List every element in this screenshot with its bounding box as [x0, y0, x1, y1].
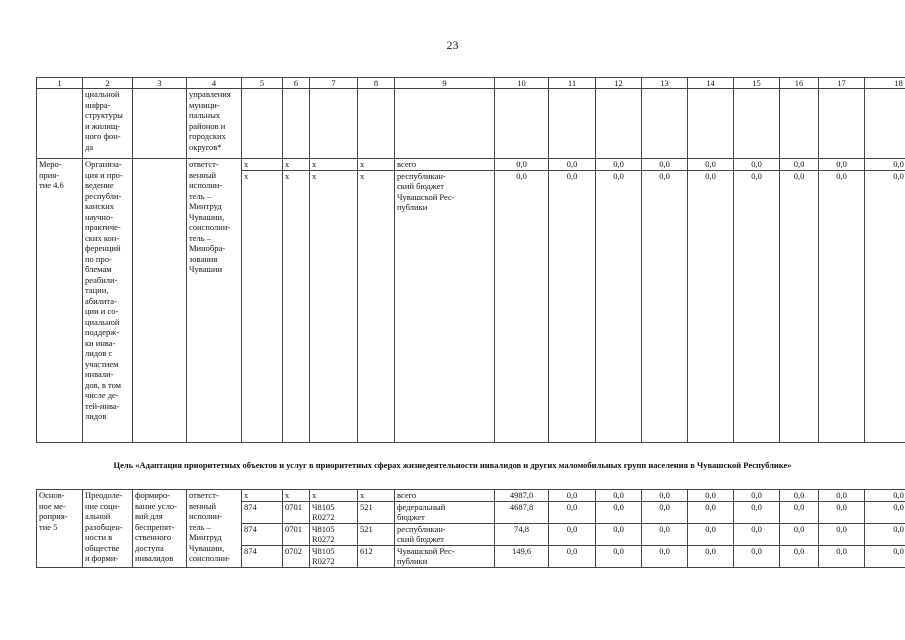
column-header: 14: [688, 78, 734, 89]
funding-source-cell: республикан- ский бюджет: [395, 523, 495, 545]
table-cell: [642, 89, 688, 159]
measure-row: [37, 490, 905, 502]
code-cell: Ч8105 R0272: [310, 501, 358, 523]
value-cell: 0,0: [495, 159, 549, 171]
value-cell: 0,0: [865, 490, 905, 502]
value-cell: 0,0: [642, 545, 688, 567]
activity-name-cell: циальной инфра- структуры и жилищ- ного фон- да: [83, 89, 133, 159]
column-header: 12: [596, 78, 642, 89]
value-cell: 0,0: [688, 501, 734, 523]
value-cell: 0,0: [780, 523, 819, 545]
code-cell: x: [283, 490, 310, 502]
value-cell: 0,0: [549, 170, 596, 442]
table-cell: [133, 159, 187, 443]
column-header: 13: [642, 78, 688, 89]
value-cell: 0,0: [642, 523, 688, 545]
code-cell: x: [310, 490, 358, 502]
measure-number-cell: Основ- ное ме- роприя- тие 5: [37, 490, 83, 568]
value-cell: 0,0: [865, 545, 905, 567]
table-cell: [242, 89, 283, 159]
table-cell: [865, 89, 905, 159]
column-header: 16: [780, 78, 819, 89]
value-cell: 0,0: [596, 170, 642, 442]
value-cell: 0,0: [819, 501, 865, 523]
table-cell: [819, 89, 865, 159]
value-cell: 74,8: [495, 523, 549, 545]
value-cell: 0,0: [549, 523, 596, 545]
code-cell: x: [310, 170, 358, 442]
value-cell: 149,6: [495, 545, 549, 567]
code-cell: Ч8105 R0272: [310, 545, 358, 567]
value-cell: 0,0: [688, 159, 734, 171]
column-header: 4: [187, 78, 242, 89]
column-header: 5: [242, 78, 283, 89]
value-cell: 0,0: [734, 545, 780, 567]
value-cell: 0,0: [819, 170, 865, 442]
table-cell: [734, 89, 780, 159]
value-cell: 0,0: [780, 159, 819, 171]
value-cell: 0,0: [688, 490, 734, 502]
code-cell: 521: [358, 501, 395, 523]
value-cell: 0,0: [688, 170, 734, 442]
value-cell: 0,0: [549, 159, 596, 171]
executor-cell: управления муници- пальных районов и городских округов*: [187, 89, 242, 159]
value-cell: 0,0: [865, 159, 905, 171]
value-cell: 0,0: [780, 501, 819, 523]
table-cell: [549, 89, 596, 159]
funding-source-cell: республикан- ский бюджет Чувашской Рес- публики: [395, 170, 495, 442]
code-cell: x: [242, 490, 283, 502]
column-header: 15: [734, 78, 780, 89]
value-cell: 0,0: [688, 523, 734, 545]
code-cell: 874: [242, 501, 283, 523]
value-cell: 0,0: [865, 501, 905, 523]
column-header: 7: [310, 78, 358, 89]
value-cell: 0,0: [549, 545, 596, 567]
value-cell: 0,0: [549, 501, 596, 523]
value-cell: 0,0: [596, 501, 642, 523]
table-cell: [358, 89, 395, 159]
measure-row: [37, 159, 905, 171]
code-cell: 0701: [283, 501, 310, 523]
value-cell: 0,0: [642, 170, 688, 442]
column-header: 9: [395, 78, 495, 89]
value-cell: 0,0: [780, 170, 819, 442]
value-cell: 0,0: [734, 490, 780, 502]
executor-cell: ответст- венный исполни- тель – Минтруд Чувашии, соисполни- тель – Минобра- зования Чувашии: [187, 159, 242, 443]
column-header: 3: [133, 78, 187, 89]
executor-cell: ответст- венный исполни- тель – Минтруд Чувашии, соисполни-: [187, 490, 242, 568]
funding-source-cell: всего: [395, 159, 495, 171]
activity-name-cell: Организа- ция и про- ведение республи- канских научно- практиче- ских кон- ференций по про- блемам реабили- тации, абилита- ции и со- циальной поддерж- ки инва- лидов с участием инвали- дов, в том числе де- тей-инва- лидов: [83, 159, 133, 443]
code-cell: x: [283, 170, 310, 442]
value-cell: 0,0: [734, 501, 780, 523]
funding-source-cell: федеральный бюджет: [395, 501, 495, 523]
value-cell: 0,0: [780, 490, 819, 502]
value-cell: 0,0: [865, 170, 905, 442]
column-header: 8: [358, 78, 395, 89]
code-cell: x: [242, 159, 283, 171]
value-cell: 0,0: [819, 159, 865, 171]
column-header: 2: [83, 78, 133, 89]
code-cell: x: [310, 159, 358, 171]
code-cell: 874: [242, 545, 283, 567]
value-cell: 0,0: [865, 523, 905, 545]
code-cell: 612: [358, 545, 395, 567]
goal-heading: Цель «Адаптация приоритетных объектов и услуг в приоритетных сферах жизнедеятельности инвалидов и других маломобильных групп населения в Чувашской Республике»: [113, 460, 792, 470]
value-cell: 0,0: [596, 490, 642, 502]
value-cell: 4687,8: [495, 501, 549, 523]
table-cell: [688, 89, 734, 159]
value-cell: 0,0: [734, 159, 780, 171]
table-cell: [395, 89, 495, 159]
table-cell: [780, 89, 819, 159]
continuation-row: [37, 89, 905, 159]
code-cell: 521: [358, 523, 395, 545]
code-cell: x: [358, 490, 395, 502]
value-cell: 0,0: [596, 545, 642, 567]
header-row: [37, 78, 905, 89]
value-cell: 0,0: [642, 490, 688, 502]
table-cell: [283, 89, 310, 159]
code-cell: x: [242, 170, 283, 442]
code-cell: x: [358, 170, 395, 442]
value-cell: 0,0: [642, 159, 688, 171]
table-cell: [596, 89, 642, 159]
page-number: 23: [446, 38, 459, 52]
measure-number-cell: Меро- прия- тие 4.6: [37, 159, 83, 443]
code-cell: x: [358, 159, 395, 171]
code-cell: 0702: [283, 545, 310, 567]
value-cell: 4987,0: [495, 490, 549, 502]
value-cell: 0,0: [734, 523, 780, 545]
column-header: 18: [865, 78, 905, 89]
value-cell: 0,0: [819, 545, 865, 567]
funding-source-cell: всего: [395, 490, 495, 502]
column-header: 10: [495, 78, 549, 89]
value-cell: 0,0: [596, 159, 642, 171]
code-cell: 0701: [283, 523, 310, 545]
value-cell: 0,0: [549, 490, 596, 502]
value-cell: 0,0: [780, 545, 819, 567]
column-header: 6: [283, 78, 310, 89]
funding-source-cell: Чувашской Рес- публики: [395, 545, 495, 567]
value-cell: 0,0: [596, 523, 642, 545]
table-cell: [310, 89, 358, 159]
code-cell: 874: [242, 523, 283, 545]
program-table-top: [36, 77, 905, 443]
code-cell: Ч8105 R0272: [310, 523, 358, 545]
table-cell: [37, 89, 83, 159]
activity-name-cell: Преодоле- ние соци- альной разобщен- ности в обществе и форми-: [83, 490, 133, 568]
program-table-bottom: [36, 489, 905, 568]
value-cell: 0,0: [495, 170, 549, 442]
column-header: 1: [37, 78, 83, 89]
goal-link-cell: формиро- вание усло- вий для беспрепят- ственного доступа инвалидов: [133, 490, 187, 568]
value-cell: 0,0: [819, 490, 865, 502]
value-cell: 0,0: [819, 523, 865, 545]
table-cell: [133, 89, 187, 159]
column-header: 17: [819, 78, 865, 89]
value-cell: 0,0: [688, 545, 734, 567]
column-header: 11: [549, 78, 596, 89]
value-cell: 0,0: [642, 501, 688, 523]
table-cell: [495, 89, 549, 159]
value-cell: 0,0: [734, 170, 780, 442]
code-cell: x: [283, 159, 310, 171]
